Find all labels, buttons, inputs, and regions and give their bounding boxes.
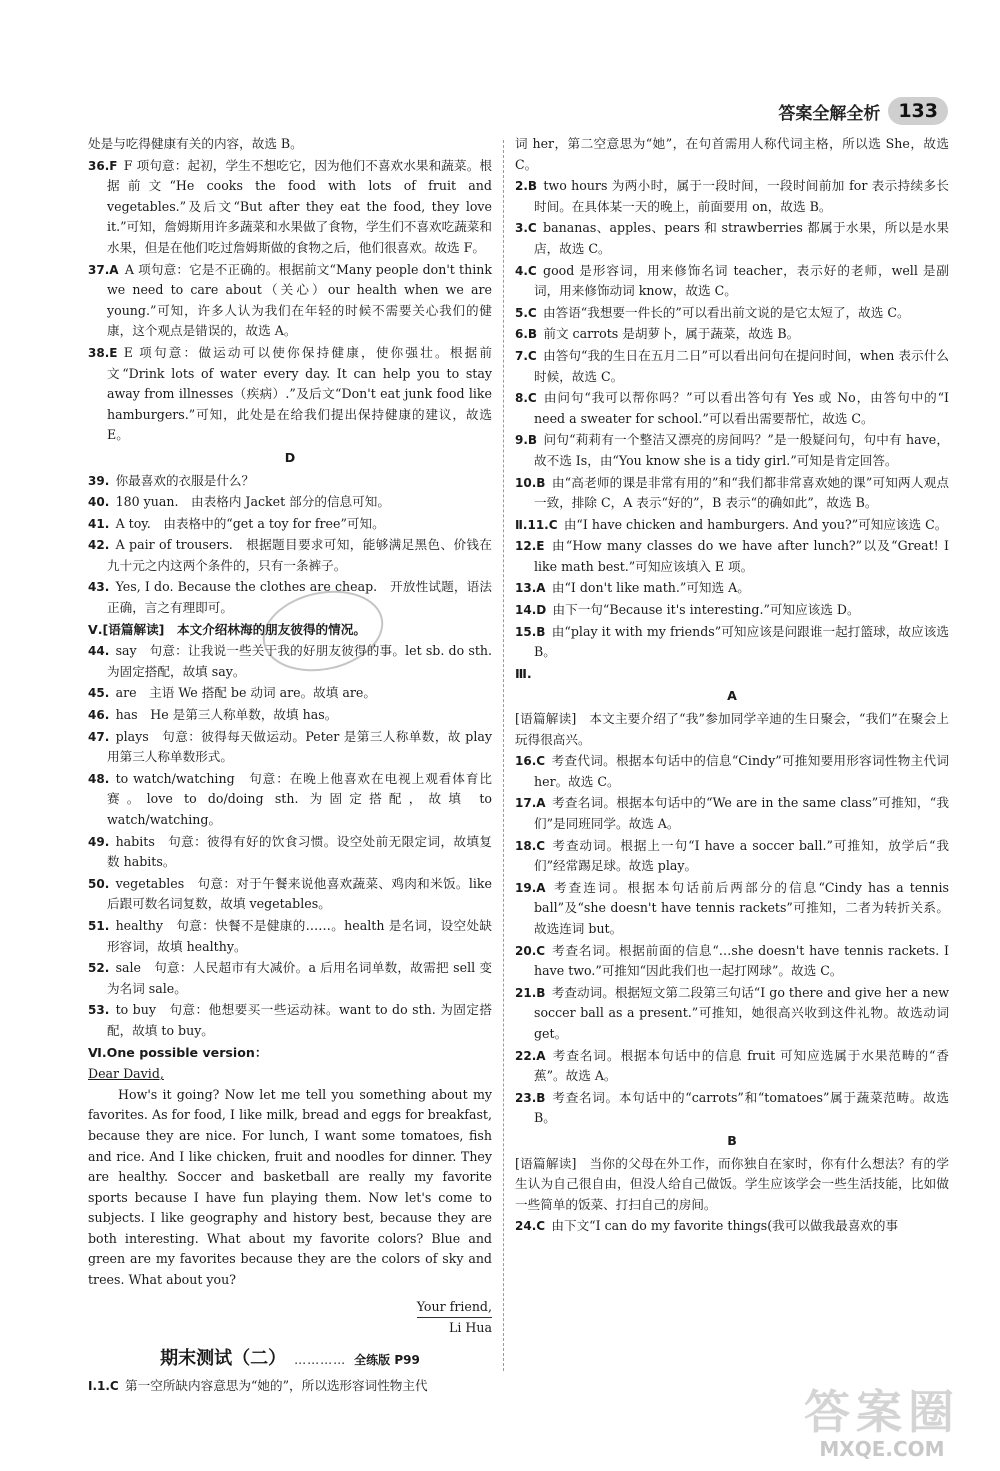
answer-number: 2.B	[515, 179, 538, 194]
answer-text: good 是形容词，用来修饰名词 teacher，表示好的老师，well 是副词，用来修饰动词 know，故选 C。	[534, 262, 949, 299]
passage-b-summary: [语篇解读] 当你的父母在外工作，而你独自在家时，你有什么想法？有的学生认为自己很自由，但没人给自己做饭。学生应该学会一些生活技能，比如做一些简单的饭菜、打扫自己的房间。	[515, 1155, 949, 1212]
answer-number: 42.	[88, 538, 110, 553]
answer-item	[88, 535, 492, 576]
answer-item	[515, 793, 949, 834]
answer-number: 13.A	[515, 581, 546, 596]
answer-item	[515, 578, 949, 599]
answer-text: 由答句“我的生日在五月二日”可以看出问句在提问时间，when 表示什么时候，故选 C。	[534, 347, 949, 384]
answer-number: 18.C	[515, 838, 546, 853]
page-number: 133	[888, 97, 948, 125]
answer-number: 23.B	[515, 1090, 546, 1105]
answer-text: to watch/watching 句意：在晚上他喜欢在电视上观看体育比赛。love to do/doing sth. 为固定搭配，故填 to watch/watching。	[107, 770, 492, 827]
answer-item	[515, 346, 949, 387]
answer-number: 7.C	[515, 348, 537, 363]
right-column	[515, 134, 949, 1376]
answer-text: Yes, I do. Because the clothes are cheap. 开放性试题，语法正确，言之有理即可。	[107, 579, 492, 616]
answer-item	[515, 1216, 949, 1237]
answer-number: 46.	[88, 708, 110, 723]
answer-number: 52.	[88, 961, 110, 976]
answer-item	[515, 751, 949, 792]
answer-item	[88, 916, 492, 957]
answer-number: 36.F	[88, 158, 118, 173]
answer-item	[88, 832, 492, 873]
column-divider	[503, 140, 504, 1371]
answer-number: 5.C	[515, 305, 537, 320]
answer-text: sale 句意：人民超市有大减价。a 后用名词单数，故需把 sell 变为名词 sale。	[107, 960, 492, 996]
letter-body: How's it going? Now let me tell you something about my favorites. As for food, I like milk, bread and eggs for breakfast, because they are nice. For lunch, I want some tomatoes, fish and rice. And I like chicken, fruit and noodles for dinner. They are healthy. Soccer and basketball are really my favorite sports because I have fun playing them. Now let's come to subjects. I like geography and history best, because they are both interesting. What about my favorite colors? Blue and green are my favorites because they are the colors of sky and trees. What about you?	[88, 1086, 492, 1288]
answer-number: 12.E	[515, 539, 545, 554]
answer-number: 47.	[88, 729, 110, 744]
answer-number: 22.A	[515, 1048, 546, 1063]
watermark-logo-icon: 答案圈	[804, 1385, 960, 1439]
answer-text: 由“play it with my friends”可知应该是问跟谁一起打篮球，故应该选 B。	[534, 623, 949, 660]
exam-title: 期末测试（二）	[160, 1347, 287, 1369]
header-title: 答案全解全析	[778, 103, 881, 124]
page-header	[778, 96, 948, 126]
answer-text: 由“高老师的课是非常有用的”和“我们都非常喜欢她的课”可知两人观点一致，排除 C，A 表示“好的”，B 表示“的确如此”，故选 B。	[534, 474, 949, 511]
letter-name: Li Hua	[449, 1320, 492, 1336]
answer-number: 45.	[88, 686, 110, 701]
answer-text: bananas、apples、pears 和 strawberries 都属于水果，所以是水果店，故选 C。	[534, 220, 949, 256]
answer-item	[88, 156, 492, 259]
right-top-items	[515, 134, 949, 514]
section-b-items	[515, 1216, 949, 1237]
answer-number: 41.	[88, 516, 110, 531]
section-d-heading: D	[284, 449, 296, 465]
letter-closing: Your friend,	[417, 1297, 492, 1319]
answer-item	[88, 683, 492, 704]
answer-text: 考查名词。本句话中的“carrots”和“tomatoes”属于蔬菜范畴。故选 B。	[534, 1089, 949, 1126]
answer-text: 考查动词。根据短文第二段第三句话“I go there and give her a new soccer ball as a present.”可推知，她很高兴收到这件礼物。故选动词 get。	[534, 984, 949, 1041]
answer-number: 20.C	[515, 943, 546, 958]
section-iii-heading: Ⅲ.	[515, 665, 532, 681]
answer-item	[88, 958, 492, 999]
answer-item	[515, 600, 949, 621]
answer-text: 考查名词。根据本句话中的“We are in the same class”可推知，“我们”是同班同学。故选 A。	[534, 795, 949, 831]
answer-number: 49.	[88, 834, 110, 849]
answer-text: 考查动词。根据上一句“I have a soccer ball.”可推知，放学后“我们”经常踢足球。故选 play。	[534, 837, 949, 874]
section-vi-heading: Ⅵ.One possible version：	[88, 1044, 268, 1060]
answer-number: 43.	[88, 580, 110, 595]
left-column	[88, 134, 492, 1394]
answer-text: A 项句意：它是不正确的。根据前文“Many people don't think we need to care about（关心）our health when we are young.”可知，许多人认为我们在年轻的时候不需要关心我们的健康，这个观点是错误的，故选 A。	[107, 261, 492, 339]
section-v-heading: Ⅴ.[语篇解读] 本文介绍林海的朋友彼得的情况。	[88, 621, 366, 637]
sample-letter	[88, 1064, 492, 1339]
answer-number: 48.	[88, 771, 110, 786]
answer-item	[88, 769, 492, 831]
answer-number: 50.	[88, 876, 110, 891]
answer-number: 53.	[88, 1003, 110, 1018]
letter-greeting: Dear David,	[88, 1066, 164, 1082]
answer-number: 10.B	[515, 475, 546, 490]
answer-item	[515, 536, 949, 577]
answer-number: 17.A	[515, 796, 546, 811]
answer-number: 38.E	[88, 345, 118, 360]
answer-text: 前文 carrots 是胡萝卜，属于蔬菜，故选 B。	[543, 326, 800, 342]
answer-number: 37.A	[88, 262, 119, 277]
section-a-items	[515, 751, 949, 1129]
answer-text: 问句“莉莉有一个整洁又漂亮的房间吗？”是一般疑问句，句中有 have，故不选 Is，由“You know she is a tidy girl.”可知是肯定回答。	[534, 432, 949, 468]
answer-text: habits 句意：彼得有好的饮食习惯。设空处前无限定词，故填复数 habits。	[107, 833, 492, 870]
answer-text: 由下文“I can do my favorite things(我可以做我最喜欢的事	[551, 1218, 899, 1234]
answer-text: 处是与吃得健康有关的内容，故选 B。	[88, 136, 303, 151]
exam-title-row	[88, 1349, 492, 1371]
answer-text: are 主语 We 搭配 be 动词 are。故填 are。	[115, 685, 376, 701]
exam-items	[88, 1376, 492, 1397]
answer-text: 考查名词。根据本句话中的信息 fruit 可知应选属于水果范畴的“香蕉”。故选 A。	[534, 1047, 949, 1084]
answer-text: has He 是第三人称单数，故填 has。	[115, 707, 338, 723]
answer-item	[88, 471, 492, 492]
answer-number: 19.A	[515, 880, 546, 895]
answer-item	[515, 134, 949, 175]
answer-number: 8.C	[515, 391, 537, 406]
answer-number: 4.C	[515, 263, 537, 278]
answer-item	[88, 260, 492, 342]
answer-text: A toy. 由表格中的“get a toy for free”可知。	[115, 515, 385, 531]
answer-number: 40.	[88, 495, 110, 510]
answer-item	[88, 343, 492, 446]
exam-leader-dots: …………	[294, 1352, 347, 1367]
answer-text: 词 her，第二空意思为“她”，在句首需用人称代词主格，所以选 She，故选 C。	[515, 136, 949, 172]
answer-number: 9.B	[515, 433, 538, 448]
answer-item	[515, 622, 949, 663]
answer-text: two hours 为两小时，属于一段时间，一段时间前加 for 表示持续多长时间。在具体某一天的晚上，前面要用 on，故选 B。	[534, 178, 949, 214]
answer-number: 3.C	[515, 221, 537, 236]
answer-text: to buy 句意：他想要买一些运动袜。want to do sth. 为固定搭配，故填 to buy。	[107, 1002, 492, 1038]
answer-text: 第一空所缺内容意思为“她的”，所以选形容词性物主代	[125, 1378, 428, 1394]
answer-text: E 项句意：做运动可以使你保持健康，使你强壮。根据前文“Drink lots of water every day. It can help you to stay away from illnesses（疾病）.”及后文“Don't eat junk food like hamburgers.”可知，此处是在给我们提出保持健康的建议，故选 E。	[107, 344, 492, 443]
answer-number: 51.	[88, 918, 110, 933]
answer-item	[88, 1000, 492, 1041]
answer-item	[88, 514, 492, 535]
answer-number: 21.B	[515, 985, 546, 1000]
answer-item	[88, 705, 492, 726]
section-ii-items	[515, 515, 949, 663]
passage-a-summary: [语篇解读] 本文主要介绍了“我”参加同学辛迪的生日聚会，“我们”在聚会上玩得很高兴。	[515, 711, 949, 747]
answer-item	[515, 473, 949, 514]
answer-text: vegetables 句意：对于午餐来说他喜欢蔬菜、鸡肉和米饭。like 后跟可数名词复数，故填 vegetables。	[107, 875, 492, 912]
answer-text: 180 yuan. 由表格内 Jacket 部分的信息可知。	[115, 494, 390, 510]
answer-text: healthy 句意：快餐不是健康的……。health 是名词，设空处缺形容词，故填 healthy。	[107, 917, 492, 954]
exam-page-ref: 全练版 P99	[354, 1352, 420, 1367]
answer-text: A pair of trousers. 根据题目要求可知，能够满足黑色、价钱在九十元之内这两个条件的，只有一条裤子。	[107, 537, 492, 573]
answer-text: 由下一句“Because it's interesting.”可知应该选 D。	[552, 602, 860, 618]
answer-item	[515, 515, 949, 536]
answer-item	[515, 878, 949, 940]
answer-item	[515, 983, 949, 1045]
answer-number: 6.B	[515, 327, 538, 342]
answer-text: 由问句“我可以帮你吗？”可以看出答句有 Yes 或 No，由答句中的“I need a sweater for school.”可以看出需要帮忙，故选 C。	[534, 390, 949, 426]
answer-item	[515, 430, 949, 471]
watermark-url: MXQE.COM	[819, 1437, 945, 1461]
answer-item	[515, 261, 949, 302]
answer-item	[88, 492, 492, 513]
answer-text: 考查连词。根据本句话前后两部分的信息“Cindy has a tennis ball”及“she doesn't have tennis rackets”可推知，二者为转折关系。故选连词 but。	[534, 879, 949, 936]
answer-item	[515, 388, 949, 429]
answer-number: 16.C	[515, 754, 546, 769]
answer-number: 24.C	[515, 1219, 546, 1234]
answer-item	[515, 218, 949, 259]
answer-item	[88, 727, 492, 768]
answer-text: 你最喜欢的衣服是什么？	[115, 472, 255, 488]
section-a-heading: A	[727, 688, 737, 704]
answer-item	[88, 1376, 492, 1397]
answer-item	[515, 941, 949, 982]
section-v-items	[88, 641, 492, 1041]
left-top-items	[88, 134, 492, 446]
answer-text: say 句意：让我说一些关于我的好朋友彼得的事。let sb. do sth. 为固定搭配，故填 say。	[107, 643, 492, 679]
answer-number: 39.	[88, 473, 110, 488]
answer-number: 44.	[88, 644, 110, 659]
answer-number: Ⅱ.11.C	[515, 517, 558, 532]
answer-text: F 项句意：起初，学生不想吃它，因为他们不喜欢水果和蔬菜。根据前文“He cooks the food with lots of fruit and vegetables.”及后文“But after they eat the food, they love it.”可知，詹姆斯用许多蔬菜和水果做了食物，学生们不喜欢吃蔬菜和水果，但是在他们吃过詹姆斯做的食物之后，他们很喜欢。故选 F。	[107, 157, 492, 255]
watermark	[804, 1387, 960, 1461]
answer-text: 考查代词。根据本句话中的信息“Cindy”可推知要用形容词性物主代词 her。故选 C。	[534, 753, 949, 789]
answer-text: 考查名词。根据前面的信息“…she doesn't have tennis rackets. I have two.”可推知“因此我们也一起打网球”。故选 C。	[534, 942, 949, 979]
answer-item	[515, 1088, 949, 1129]
letter-signature	[88, 1297, 492, 1339]
answer-item	[515, 324, 949, 345]
answer-item	[88, 134, 492, 155]
answer-item	[515, 1046, 949, 1087]
answer-item	[515, 176, 949, 217]
answer-number: 15.B	[515, 624, 546, 639]
answer-item	[515, 836, 949, 877]
answer-text: 由“I have chicken and hamburgers. And you?”可知应该选 C。	[563, 516, 948, 532]
answer-text: 由“I don't like math.”可知选 A。	[551, 580, 750, 596]
answer-item	[515, 303, 949, 324]
answer-text: 由答语“我想要一件长的”可以看出前文说的是它太短了，故选 C。	[543, 304, 910, 320]
section-d-items	[88, 471, 492, 619]
answer-text: 由“How many classes do we have after lunch?”以及“Great! I like math best.”可知应该填入 E 项。	[534, 538, 949, 574]
answer-number: 14.D	[515, 603, 547, 618]
section-b-heading: B	[727, 1132, 737, 1148]
answer-text: plays 句意：彼得每天做运动。Peter 是第三人称单数，故 play 用第三人称单数形式。	[107, 728, 492, 765]
answer-number: Ⅰ.1.C	[88, 1379, 119, 1394]
answer-item	[88, 874, 492, 915]
